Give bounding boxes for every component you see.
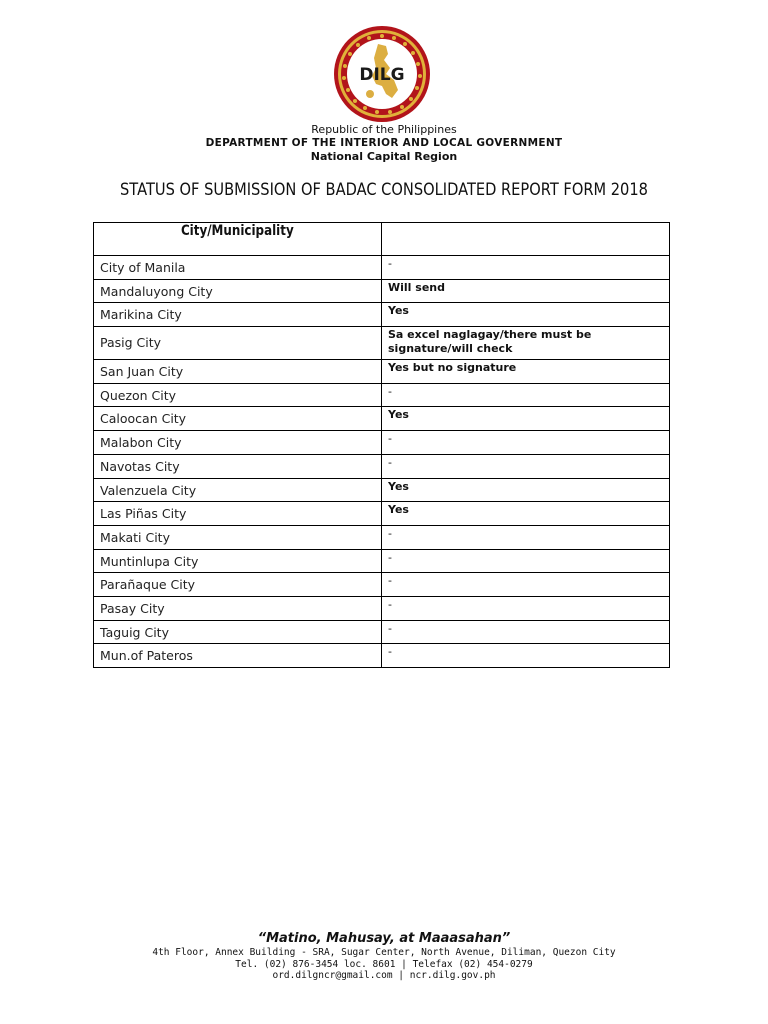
- city-cell: Marikina City: [94, 303, 382, 327]
- table-row: [94, 431, 670, 455]
- status-cell: -: [382, 383, 670, 407]
- table-row: [94, 644, 670, 668]
- status-cell: Yes: [382, 478, 670, 502]
- city-cell: Mandaluyong City: [94, 279, 382, 303]
- table-row: [94, 454, 670, 478]
- city-cell: Pasig City: [94, 327, 382, 360]
- svg-text:DILG: DILG: [359, 65, 405, 85]
- city-cell: City of Manila: [94, 256, 382, 280]
- status-cell: -: [382, 573, 670, 597]
- contact-line: ord.dilgncr@gmail.com | ncr.dilg.gov.ph: [272, 970, 496, 981]
- status-cell: Sa excel naglagay/there must be signature/will check: [382, 327, 670, 360]
- status-cell: -: [382, 431, 670, 455]
- city-cell: Valenzuela City: [94, 478, 382, 502]
- status-cell: Yes: [382, 407, 670, 431]
- city-cell: Taguig City: [94, 620, 382, 644]
- table-row: [94, 525, 670, 549]
- city-cell: Caloocan City: [94, 407, 382, 431]
- letterhead: [0, 123, 768, 164]
- table-row: [94, 502, 670, 526]
- status-table: [93, 222, 670, 668]
- status-cell: -: [382, 256, 670, 280]
- column-header-status: [382, 223, 670, 256]
- table-row: [94, 620, 670, 644]
- status-cell: Yes but no signature: [382, 360, 670, 384]
- table-header-row: [94, 223, 670, 256]
- status-cell: Yes: [382, 502, 670, 526]
- status-cell: Yes: [382, 303, 670, 327]
- city-cell: Malabon City: [94, 431, 382, 455]
- phone-line: Tel. (02) 876-3454 loc. 8601 | Telefax (02) 454-0279: [235, 958, 533, 970]
- footer: [0, 930, 768, 982]
- city-cell: Pasay City: [94, 596, 382, 620]
- table-row: [94, 256, 670, 280]
- status-cell: -: [382, 644, 670, 668]
- status-cell: Will send: [382, 279, 670, 303]
- page-title: STATUS OF SUBMISSION OF BADAC CONSOLIDATED REPORT FORM 2018: [120, 180, 648, 200]
- republic-line: Republic of the Philippines: [311, 123, 457, 136]
- table-row: [94, 573, 670, 597]
- status-cell: -: [382, 549, 670, 573]
- table-row: [94, 360, 670, 384]
- dilg-seal-icon: [332, 24, 432, 124]
- city-cell: San Juan City: [94, 360, 382, 384]
- table-row: [94, 383, 670, 407]
- city-cell: Navotas City: [94, 454, 382, 478]
- dilg-logo: [332, 24, 432, 124]
- status-cell: -: [382, 454, 670, 478]
- table-row: [94, 478, 670, 502]
- table-row: [94, 303, 670, 327]
- city-cell: Makati City: [94, 525, 382, 549]
- table-row: [94, 279, 670, 303]
- city-cell: Parañaque City: [94, 573, 382, 597]
- status-cell: -: [382, 525, 670, 549]
- city-cell: Mun.of Pateros: [94, 644, 382, 668]
- table-row: [94, 596, 670, 620]
- column-header-city: City/Municipality: [94, 223, 382, 256]
- status-cell: -: [382, 596, 670, 620]
- region-line: National Capital Region: [310, 150, 458, 163]
- table-row: [94, 407, 670, 431]
- table-row: [94, 549, 670, 573]
- status-cell: -: [382, 620, 670, 644]
- address-line: 4th Floor, Annex Building - SRA, Sugar Center, North Avenue, Diliman, Quezon City: [152, 947, 616, 958]
- table-row: [94, 327, 670, 360]
- motto: “Matino, Mahusay, at Maaasahan”: [257, 931, 511, 946]
- city-cell: Quezon City: [94, 383, 382, 407]
- city-cell: Muntinlupa City: [94, 549, 382, 573]
- department-line: DEPARTMENT OF THE INTERIOR AND LOCAL GOVERNMENT: [205, 137, 563, 149]
- city-cell: Las Piñas City: [94, 502, 382, 526]
